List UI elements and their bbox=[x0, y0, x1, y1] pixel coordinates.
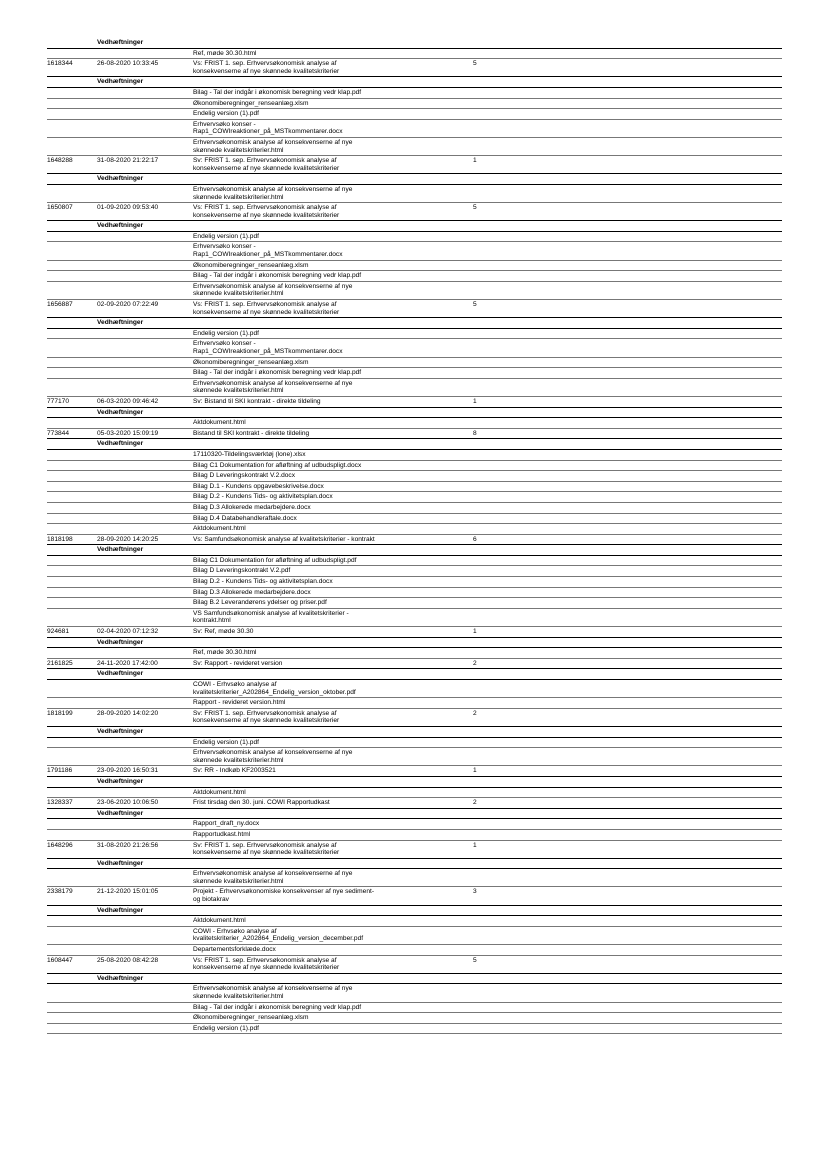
message-id: 1648296 bbox=[47, 841, 73, 849]
message-row bbox=[47, 709, 782, 727]
attachments-label: Vedhæftninger bbox=[97, 78, 144, 86]
message-entry bbox=[47, 397, 782, 429]
message-id: 1650807 bbox=[47, 204, 73, 212]
attachment-name: Erhvervsøkonomisk analyse af konsekvenserne af nye skønnede kvalitetskriterier.html bbox=[193, 749, 353, 764]
attachment-row bbox=[47, 609, 782, 627]
message-date: 01-09-2020 09:53:40 bbox=[97, 204, 159, 212]
message-id: 773844 bbox=[47, 429, 70, 437]
document-page bbox=[47, 38, 782, 1034]
attachments-header bbox=[47, 974, 782, 985]
message-date: 21-12-2020 15:01:05 bbox=[97, 888, 159, 896]
attachments-header bbox=[47, 408, 782, 419]
attachment-name: Rapport_draft_ny.docx bbox=[193, 820, 260, 828]
attachment-name: Endelig version (1).pdf bbox=[193, 329, 259, 337]
attachment-name: Departementsforklæde.docx bbox=[193, 946, 276, 954]
attachment-row bbox=[47, 471, 782, 482]
message-entry bbox=[47, 841, 782, 888]
attachment-count: 3 bbox=[473, 888, 477, 896]
attachments-header bbox=[47, 318, 782, 329]
attachments-header bbox=[47, 809, 782, 820]
attachment-name: Endelig version (1).pdf bbox=[193, 232, 259, 240]
message-subject: Sv: Bistand til SKI kontrakt - direkte tildeling bbox=[193, 397, 321, 405]
attachment-row bbox=[47, 271, 782, 282]
attachment-name: Erhvervsøko konser - Rap1_COWIreaktioner_på_MSTkommentarer.docx bbox=[193, 340, 343, 355]
attachment-name: Erhvervsøkonomisk analyse af konsekvenserne af nye skønnede kvalitetskriterier.html bbox=[193, 985, 353, 1000]
attachment-name: Endelig version (1).pdf bbox=[193, 1024, 259, 1032]
attachment-row bbox=[47, 49, 782, 60]
attachment-row bbox=[47, 329, 782, 340]
message-subject: Frist tirsdag den 30. juni. COWI Rapportudkast bbox=[193, 799, 330, 807]
attachment-name: VS Samfundsøkonomisk analyse af kvalitetskriterier - kontrakt.html bbox=[193, 609, 349, 625]
attachment-row bbox=[47, 492, 782, 503]
attachment-count: 1 bbox=[473, 841, 477, 849]
message-id: 2161825 bbox=[47, 659, 73, 667]
attachment-row bbox=[47, 927, 782, 945]
message-entry bbox=[47, 766, 782, 798]
attachments-header bbox=[47, 859, 782, 870]
attachment-row bbox=[47, 339, 782, 357]
attachment-name: Aktdokument.html bbox=[193, 788, 246, 796]
attachment-count: 1 bbox=[473, 628, 477, 636]
message-entry bbox=[47, 156, 782, 203]
message-date: 28-09-2020 14:02:20 bbox=[97, 709, 159, 717]
attachment-count: 2 bbox=[473, 709, 477, 717]
attachments-header bbox=[47, 439, 782, 450]
message-subject: Vs: FRIST 1. sep. Erhvervsøkonomisk analyse af konsekvenserne af nye skønnede kvalitetskriterier bbox=[193, 956, 340, 972]
message-id: 1328337 bbox=[47, 799, 73, 807]
message-date: 02-09-2020 07:22:49 bbox=[97, 301, 159, 309]
message-entry bbox=[47, 535, 782, 627]
message-row bbox=[47, 841, 782, 859]
message-date: 06-03-2020 09:46:42 bbox=[97, 397, 159, 405]
attachment-name: Bilag D.3 Allokerede medarbejdere.docx bbox=[193, 588, 311, 596]
attachment-name: Bilag D.2 - Kundens Tids- og aktivitetsplan.docx bbox=[193, 493, 333, 501]
attachment-name: Rapport - revideret version.html bbox=[193, 699, 286, 707]
message-row bbox=[47, 59, 782, 77]
attachment-row bbox=[47, 819, 782, 830]
message-entry bbox=[47, 709, 782, 767]
message-id: 924681 bbox=[47, 628, 70, 636]
attachments-header bbox=[47, 174, 782, 185]
attachment-name: Bilag D.4 Databehandleraftale.docx bbox=[193, 514, 297, 522]
attachments-header bbox=[47, 38, 782, 49]
message-id: 1608447 bbox=[47, 956, 73, 964]
message-date: 26-08-2020 10:33:45 bbox=[97, 60, 159, 68]
attachment-row bbox=[47, 514, 782, 525]
attachment-name: Rapportudkast.html bbox=[193, 830, 251, 838]
attachment-row bbox=[47, 482, 782, 493]
attachment-row bbox=[47, 588, 782, 599]
attachment-row bbox=[47, 450, 782, 461]
attachment-row bbox=[47, 598, 782, 609]
attachment-row bbox=[47, 748, 782, 766]
message-entry bbox=[47, 59, 782, 156]
message-date: 23-09-2020 16:50:31 bbox=[97, 767, 159, 775]
attachment-name: Erhvervsøkonomisk analyse af konsekvenserne af nye skønnede kvalitetskriterier.html bbox=[193, 379, 353, 395]
attachment-row bbox=[47, 418, 782, 429]
attachment-row bbox=[47, 242, 782, 260]
attachment-row bbox=[47, 1003, 782, 1014]
message-entry bbox=[47, 956, 782, 1035]
attachment-row bbox=[47, 556, 782, 567]
attachment-count: 6 bbox=[473, 535, 477, 543]
attachment-row bbox=[47, 232, 782, 243]
message-entry bbox=[47, 887, 782, 955]
attachment-name: Ref, møde 30.30.html bbox=[193, 649, 257, 657]
message-date: 25-08-2020 08:42:28 bbox=[97, 956, 159, 964]
message-id: 1656887 bbox=[47, 301, 73, 309]
message-row bbox=[47, 300, 782, 318]
attachment-row bbox=[47, 503, 782, 514]
attachment-row bbox=[47, 282, 782, 300]
attachment-name: COWI - Erhvsøko analyse af kvalitetskriterier_A202864_Endelig_version_oktober.pdf bbox=[193, 681, 356, 696]
attachment-row bbox=[47, 461, 782, 472]
attachment-name: Erhvervsøko konser - Rap1_COWIreaktioner_på_MSTkommentarer.docx bbox=[193, 243, 343, 259]
attachment-name: Bilag B.2 Leverandørens ydelser og priser.pdf bbox=[193, 599, 327, 607]
attachment-row bbox=[47, 261, 782, 272]
attachments-label: Vedhæftninger bbox=[97, 670, 144, 678]
attachments-header bbox=[47, 77, 782, 88]
attachment-name: Erhvervsøko konser - Rap1_COWIreaktioner_på_MSTkommentarer.docx bbox=[193, 120, 343, 136]
message-date: 02-04-2020 07:12:32 bbox=[97, 628, 159, 636]
attachment-row bbox=[47, 698, 782, 709]
attachment-count: 5 bbox=[473, 204, 477, 212]
message-entry bbox=[47, 38, 782, 59]
message-id: 1818199 bbox=[47, 709, 73, 717]
attachment-row bbox=[47, 577, 782, 588]
attachments-label: Vedhæftninger bbox=[97, 440, 144, 448]
message-id: 2338179 bbox=[47, 888, 73, 896]
attachment-row bbox=[47, 869, 782, 887]
attachment-row bbox=[47, 109, 782, 120]
attachment-row bbox=[47, 566, 782, 577]
attachment-row bbox=[47, 120, 782, 138]
attachment-row bbox=[47, 830, 782, 841]
attachment-row bbox=[47, 945, 782, 956]
message-subject: Sv: FRIST 1. sep. Erhvervsøkonomisk analyse af konsekvenserne af nye skønnede kvalitetskriterier bbox=[193, 841, 340, 857]
attachment-name: Bilag D Leveringskontrakt V.2.docx bbox=[193, 472, 296, 480]
message-date: 31-08-2020 21:22:17 bbox=[97, 157, 159, 165]
message-row bbox=[47, 956, 782, 974]
attachments-label: Vedhæftninger bbox=[97, 319, 144, 327]
attachment-row bbox=[47, 788, 782, 799]
message-row bbox=[47, 429, 782, 440]
message-date: 23-06-2020 10:06:50 bbox=[97, 799, 159, 807]
attachments-label: Vedhæftninger bbox=[97, 638, 144, 646]
message-entry bbox=[47, 429, 782, 535]
attachment-name: Økonomiberegninger_renseanlæg.xlsm bbox=[193, 358, 309, 366]
attachment-row bbox=[47, 680, 782, 698]
message-date: 31-08-2020 21:26:56 bbox=[97, 841, 159, 849]
attachments-header bbox=[47, 727, 782, 738]
attachment-row bbox=[47, 524, 782, 535]
attachments-label: Vedhæftninger bbox=[97, 39, 144, 46]
attachment-count: 1 bbox=[473, 157, 477, 165]
message-subject: Sv: Rapport - revideret version bbox=[193, 659, 283, 667]
message-date: 28-09-2020 14:20:25 bbox=[97, 535, 159, 543]
attachment-name: Aktdokument.html bbox=[193, 917, 246, 925]
message-row bbox=[47, 535, 782, 546]
attachment-row bbox=[47, 185, 782, 203]
attachments-label: Vedhæftninger bbox=[97, 175, 144, 183]
attachment-name: Erhvervsøkonomisk analyse af konsekvenserne af nye skønnede kvalitetskriterier.html bbox=[193, 282, 353, 298]
attachment-row bbox=[47, 648, 782, 659]
message-entry bbox=[47, 627, 782, 659]
attachment-row bbox=[47, 88, 782, 99]
attachment-count: 2 bbox=[473, 799, 477, 807]
attachments-header bbox=[47, 777, 782, 788]
message-row bbox=[47, 203, 782, 221]
attachment-name: Økonomiberegninger_renseanlæg.xlsm bbox=[193, 261, 309, 269]
attachments-header bbox=[47, 221, 782, 232]
attachment-count: 8 bbox=[473, 429, 477, 437]
attachment-name: Bilag C1 Dokumentation for afløftning af udbudspligt.pdf bbox=[193, 556, 357, 564]
message-row bbox=[47, 766, 782, 777]
attachment-name: Erhvervsøkonomisk analyse af konsekvenserne af nye skønnede kvalitetskriterier.html bbox=[193, 185, 353, 201]
message-row bbox=[47, 659, 782, 670]
attachments-label: Vedhæftninger bbox=[97, 906, 144, 914]
attachment-name: 17110320-Tildelingsværktøj (lone).xlsx bbox=[193, 450, 306, 458]
message-subject: Sv: FRIST 1. sep. Erhvervsøkonomisk analyse af konsekvenserne af nye skønnede kvalitetskriterier bbox=[193, 157, 340, 172]
attachments-label: Vedhæftninger bbox=[97, 859, 144, 867]
attachment-name: Aktdokument.html bbox=[193, 419, 246, 427]
attachment-row bbox=[47, 379, 782, 397]
attachment-name: Endelig version (1).pdf bbox=[193, 738, 259, 746]
attachments-label: Vedhæftninger bbox=[97, 777, 144, 785]
attachment-name: Erhvervsøkonomisk analyse af konsekvenserne af nye skønnede kvalitetskriterier.html bbox=[193, 870, 353, 885]
message-id: 777170 bbox=[47, 397, 70, 405]
message-row bbox=[47, 627, 782, 638]
attachment-count: 1 bbox=[473, 767, 477, 775]
attachments-header bbox=[47, 906, 782, 917]
message-id: 1648288 bbox=[47, 157, 73, 165]
attachment-name: Erhvervsøkonomisk analyse af konsekvenserne af nye skønnede kvalitetskriterier.html bbox=[193, 138, 353, 154]
attachment-name: Bilag D.3 Allokerede medarbejdere.docx bbox=[193, 503, 311, 511]
attachment-name: Aktdokument.html bbox=[193, 525, 246, 533]
message-row bbox=[47, 887, 782, 905]
message-subject: Vs: FRIST 1. sep. Erhvervsøkonomisk analyse af konsekvenserne af nye skønnede kvalitetskriterier bbox=[193, 204, 340, 219]
attachment-count: 2 bbox=[473, 659, 477, 667]
attachments-label: Vedhæftninger bbox=[97, 546, 144, 554]
attachment-row bbox=[47, 916, 782, 927]
attachment-count: 5 bbox=[473, 301, 477, 309]
message-subject: Sv: Ref, møde 30.30 bbox=[193, 628, 254, 636]
attachment-row bbox=[47, 368, 782, 379]
message-id: 1791186 bbox=[47, 767, 73, 775]
message-entry bbox=[47, 203, 782, 300]
attachments-label: Vedhæftninger bbox=[97, 809, 144, 817]
message-subject: Projekt - Erhvervsøkonomiske konsekvenser af nye sediment- og biotakrav bbox=[193, 888, 375, 904]
attachment-name: Endelig version (1).pdf bbox=[193, 110, 259, 118]
attachment-name: COWI - Erhvsøko analyse af kvalitetskriterier_A202864_Endelig_version_december.pdf bbox=[193, 927, 364, 943]
message-entry bbox=[47, 300, 782, 397]
attachment-name: Bilag - Tal der indgår i økonomisk beregning vedr klap.pdf bbox=[193, 272, 362, 280]
attachment-row bbox=[47, 1024, 782, 1035]
attachment-count: 5 bbox=[473, 60, 477, 68]
attachments-header bbox=[47, 638, 782, 649]
message-subject: Vs: FRIST 1. sep. Erhvervsøkonomisk analyse af konsekvenserne af nye skønnede kvalitetskriterier bbox=[193, 301, 340, 316]
message-subject: Vs: Samfundsøkonomisk analyse af kvalitetskriterier - kontrakt bbox=[193, 535, 375, 543]
attachment-count: 1 bbox=[473, 397, 477, 405]
attachment-row bbox=[47, 138, 782, 156]
attachment-name: Ref, møde 30.30.html bbox=[193, 49, 257, 57]
message-entry bbox=[47, 798, 782, 840]
attachment-name: Bilag C1 Dokumentation for afløftning af udbudspligt.docx bbox=[193, 461, 362, 469]
attachments-header bbox=[47, 545, 782, 556]
attachment-row bbox=[47, 99, 782, 110]
attachment-row bbox=[47, 738, 782, 749]
message-row bbox=[47, 397, 782, 408]
attachments-label: Vedhæftninger bbox=[97, 974, 144, 982]
attachment-name: Bilag D.1 - Kundens opgavebeskrivelse.docx bbox=[193, 482, 324, 490]
attachment-count: 5 bbox=[473, 956, 477, 964]
attachments-header bbox=[47, 669, 782, 680]
message-date: 05-03-2020 15:09:19 bbox=[97, 429, 159, 437]
message-row bbox=[47, 156, 782, 174]
attachment-name: Økonomiberegninger_renseanlæg.xlsm bbox=[193, 1014, 309, 1022]
attachment-name: Bilag D.2 - Kundens Tids- og aktivitetsplan.docx bbox=[193, 578, 333, 586]
attachment-name: Bilag - Tal der indgår i økonomisk beregning vedr klap.pdf bbox=[193, 88, 362, 96]
message-subject: Sv: FRIST 1. sep. Erhvervsøkonomisk analyse af konsekvenserne af nye skønnede kvalitetskriterier bbox=[193, 709, 340, 725]
message-row bbox=[47, 798, 782, 809]
attachments-label: Vedhæftninger bbox=[97, 408, 144, 416]
attachments-label: Vedhæftninger bbox=[97, 222, 144, 230]
attachments-label: Vedhæftninger bbox=[97, 727, 144, 735]
attachment-name: Økonomiberegninger_renseanlæg.xlsm bbox=[193, 99, 309, 107]
attachment-name: Bilag - Tal der indgår i økonomisk beregning vedr klap.pdf bbox=[193, 1003, 362, 1011]
attachment-name: Bilag D Leveringskontrakt V.2.pdf bbox=[193, 567, 291, 575]
attachment-name: Bilag - Tal der indgår i økonomisk beregning vedr klap.pdf bbox=[193, 369, 362, 377]
message-subject: Bistand til SKI kontrakt - direkte tildeling bbox=[193, 429, 310, 437]
attachment-row bbox=[47, 358, 782, 369]
message-subject: Vs: FRIST 1. sep. Erhvervsøkonomisk analyse af konsekvenserne af nye skønnede kvalitetskriterier bbox=[193, 60, 340, 75]
message-date: 24-11-2020 17:42:00 bbox=[97, 659, 158, 667]
message-id: 1618344 bbox=[47, 60, 73, 68]
attachment-row bbox=[47, 1013, 782, 1024]
message-subject: Sv: RR - Indkøb KF2003521 bbox=[193, 767, 276, 775]
attachment-row bbox=[47, 984, 782, 1002]
message-id: 1818198 bbox=[47, 535, 73, 543]
message-entry bbox=[47, 659, 782, 709]
